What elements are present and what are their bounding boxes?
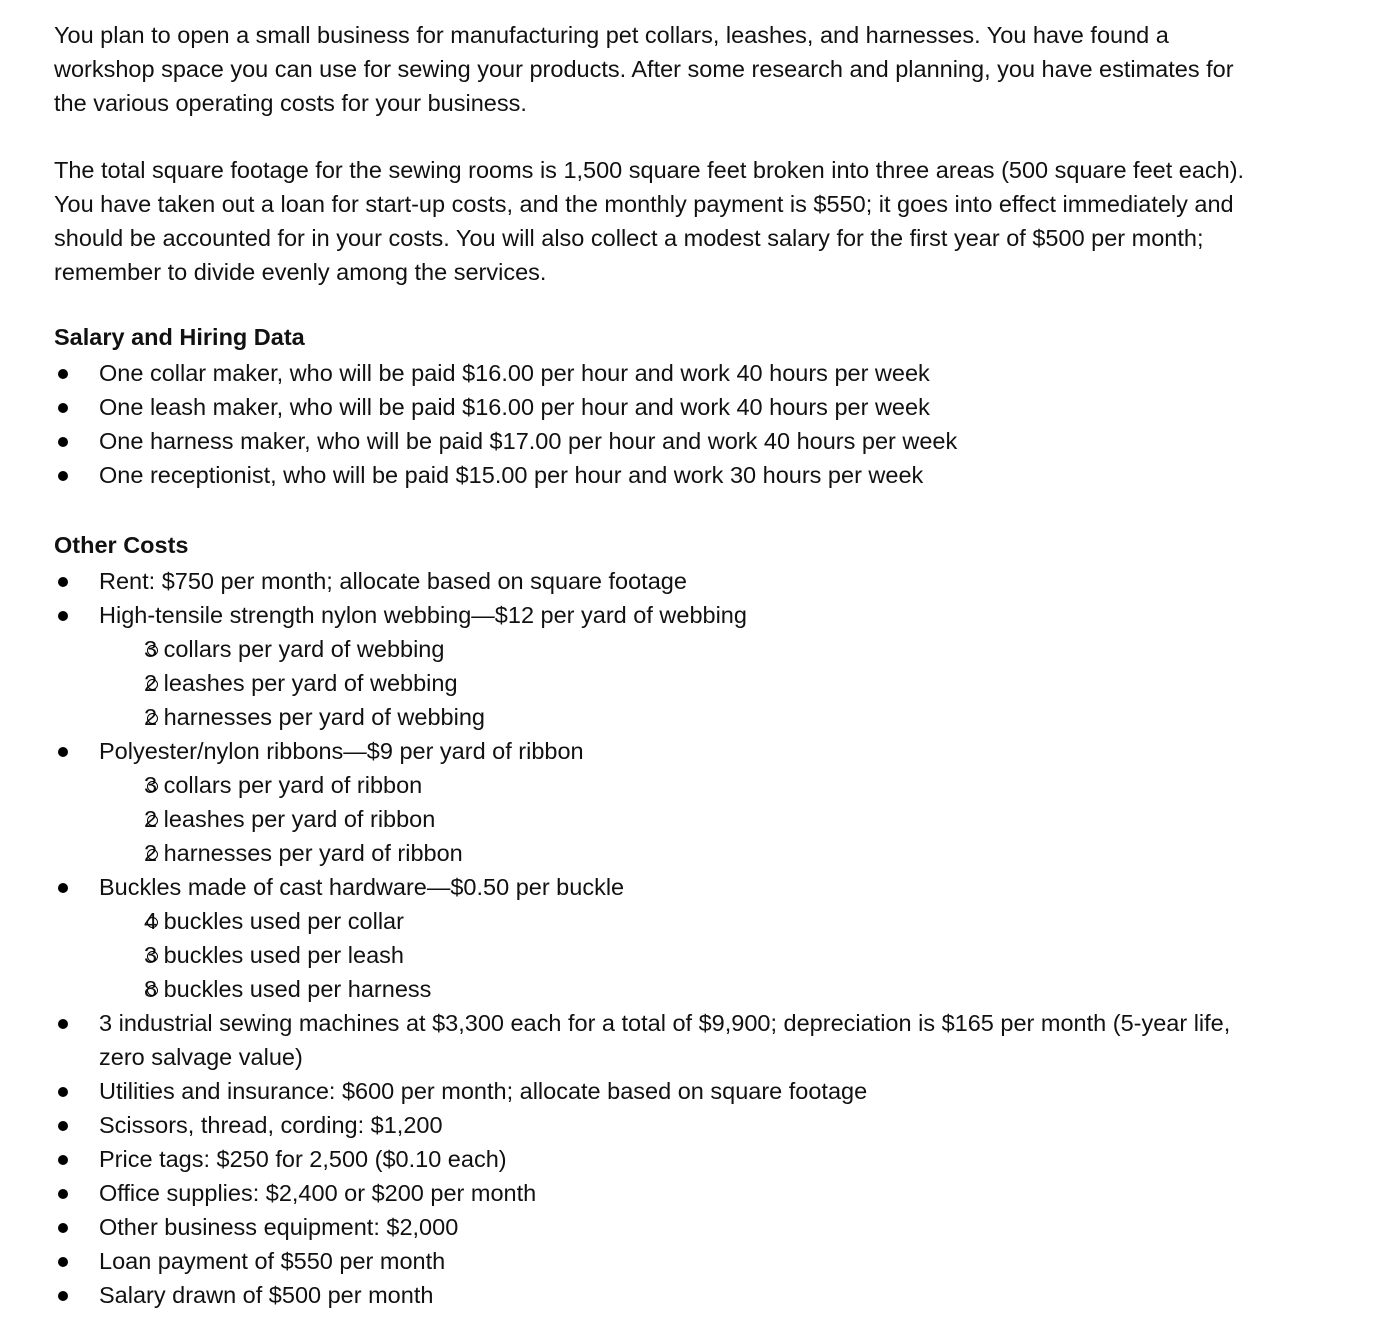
list-item-text: One receptionist, who will be paid $15.00 per hour and work 30 hours per week [99, 462, 924, 488]
circle-bullet-icon [147, 679, 158, 690]
sub-list-item [54, 700, 1264, 734]
sub-list [99, 768, 1264, 870]
sub-list-item-text: 8 buckles used per harness [144, 976, 432, 1002]
sub-list-item [54, 836, 1264, 870]
sub-list-item-text: 3 collars per yard of ribbon [144, 772, 423, 798]
bullet-icon [58, 1019, 68, 1029]
list-item-text: Office supplies: $2,400 or $200 per month [99, 1180, 537, 1206]
list-item [54, 564, 1264, 598]
list-item [54, 598, 1264, 734]
sub-list [99, 904, 1264, 1006]
list-item [54, 356, 1264, 390]
list-item-text: Price tags: $250 for 2,500 ($0.10 each) [99, 1146, 507, 1172]
other-costs-list [54, 564, 1264, 1312]
list-item-text: One harness maker, who will be paid $17.00 per hour and work 40 hours per week [99, 428, 958, 454]
list-item [54, 734, 1264, 870]
list-item-text: High-tensile strength nylon webbing—$12 per yard of webbing [99, 602, 747, 628]
list-item [54, 1142, 1264, 1176]
sub-list-item-text: 2 harnesses per yard of webbing [144, 704, 485, 730]
list-item [54, 458, 1264, 492]
bullet-icon [58, 1291, 68, 1301]
sub-list-item-text: 2 leashes per yard of ribbon [144, 806, 436, 832]
sub-list-item [54, 768, 1264, 802]
circle-bullet-icon [147, 815, 158, 826]
list-item [54, 1108, 1264, 1142]
square-footage-paragraph: The total square footage for the sewing rooms is 1,500 square feet broken into three areas (500 square feet each). You have taken out a loan for start-up costs, and the monthly payment is $550; it goes into effect immediately and should be accounted for in your costs. You will also collect a modest salary for the first year of $500 per month; remember to divide evenly among the services. [54, 157, 1245, 285]
circle-bullet-icon [147, 849, 158, 860]
list-item-text: Polyester/nylon ribbons—$9 per yard of ribbon [99, 738, 584, 764]
list-item [54, 1244, 1264, 1278]
bullet-icon [58, 1121, 68, 1131]
bullet-icon [58, 577, 68, 587]
sub-list-item [54, 972, 1264, 1006]
sub-list-item-text: 3 buckles used per leash [144, 942, 404, 968]
list-item-text: Salary drawn of $500 per month [99, 1282, 434, 1308]
list-item [54, 1176, 1264, 1210]
sub-list-item [54, 632, 1264, 666]
list-item [54, 1210, 1264, 1244]
bullet-icon [58, 883, 68, 893]
sub-list-item [54, 938, 1264, 972]
bullet-icon [58, 1223, 68, 1233]
list-item [54, 390, 1264, 424]
list-item-text: One leash maker, who will be paid $16.00 per hour and work 40 hours per week [99, 394, 930, 420]
salary-heading: Salary and Hiring Data [54, 324, 305, 350]
list-item [54, 870, 1264, 1006]
list-item-text: Loan payment of $550 per month [99, 1248, 446, 1274]
list-item-text: 3 industrial sewing machines at $3,300 each for a total of $9,900; depreciation is $165 per month (5-year life, zero salvage value) [99, 1010, 1231, 1070]
list-item-text: Rent: $750 per month; allocate based on square footage [99, 568, 687, 594]
circle-bullet-icon [147, 645, 158, 656]
list-item [54, 1006, 1264, 1074]
list-item-text: Scissors, thread, cording: $1,200 [99, 1112, 443, 1138]
bullet-icon [58, 611, 68, 621]
sub-list-item [54, 904, 1264, 938]
list-item-text: Utilities and insurance: $600 per month; allocate based on square footage [99, 1078, 868, 1104]
salary-list [54, 356, 1264, 492]
list-item-text: Other business equipment: $2,000 [99, 1214, 459, 1240]
circle-bullet-icon [147, 951, 158, 962]
sub-list-item-text: 4 buckles used per collar [144, 908, 404, 934]
list-item [54, 1278, 1264, 1312]
circle-bullet-icon [147, 985, 158, 996]
list-item [54, 1074, 1264, 1108]
circle-bullet-icon [147, 781, 158, 792]
sub-list-item [54, 802, 1264, 836]
bullet-icon [58, 403, 68, 413]
circle-bullet-icon [147, 917, 158, 928]
bullet-icon [58, 437, 68, 447]
sub-list [99, 632, 1264, 734]
bullet-icon [58, 471, 68, 481]
circle-bullet-icon [147, 713, 158, 724]
sub-list-item-text: 2 harnesses per yard of ribbon [144, 840, 463, 866]
sub-list-item [54, 666, 1264, 700]
other-costs-heading: Other Costs [54, 532, 189, 558]
sub-list-item-text: 2 leashes per yard of webbing [144, 670, 458, 696]
list-item-text: One collar maker, who will be paid $16.00 per hour and work 40 hours per week [99, 360, 930, 386]
bullet-icon [58, 1189, 68, 1199]
bullet-icon [58, 747, 68, 757]
list-item-text: Buckles made of cast hardware—$0.50 per buckle [99, 874, 625, 900]
intro-paragraph: You plan to open a small business for manufacturing pet collars, leashes, and harnesses. You have found a workshop space you can use for sewing your products. After some research and planning, you have estimates for the various operating costs for your business. [54, 22, 1234, 116]
sub-list-item-text: 3 collars per yard of webbing [144, 636, 445, 662]
bullet-icon [58, 1155, 68, 1165]
bullet-icon [58, 1087, 68, 1097]
bullet-icon [58, 1257, 68, 1267]
list-item [54, 424, 1264, 458]
bullet-icon [58, 369, 68, 379]
